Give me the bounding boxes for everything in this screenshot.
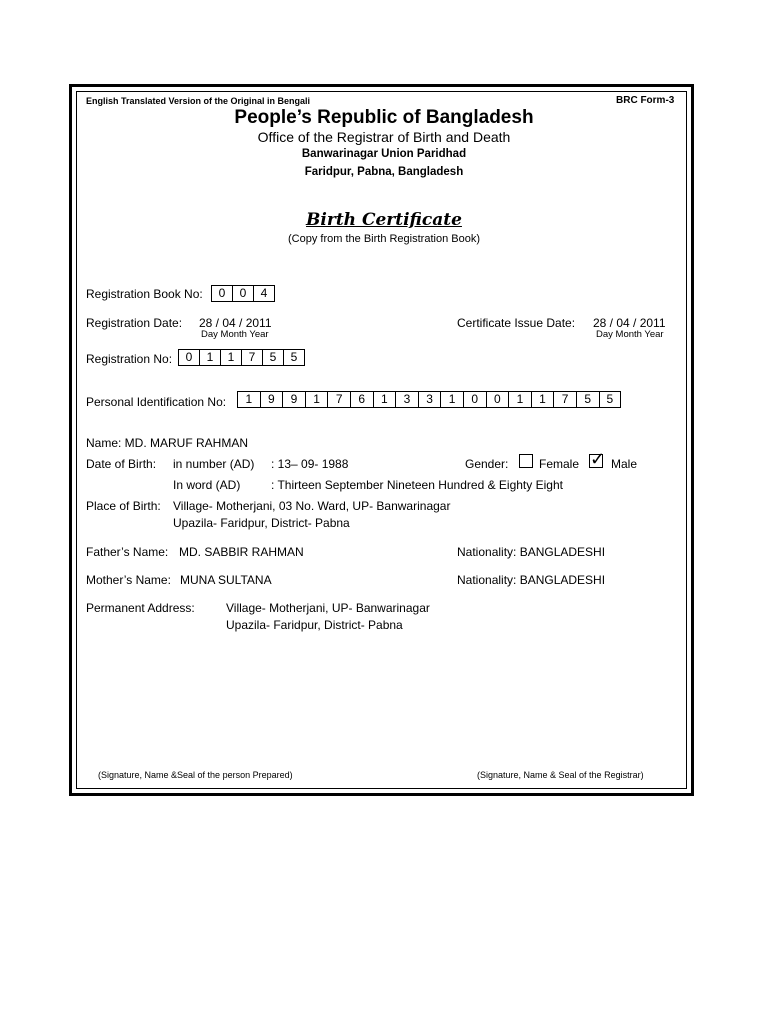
mother-label: Mother’s Name: [86,573,171,587]
mother-nationality: Nationality: BANGLADESHI [457,573,606,587]
digit-box: 1 [373,391,396,408]
personal-identification-number [237,391,621,408]
translation-note: English Translated Version of the Original in Bengali [86,96,311,106]
dob-number-value: : 13– 09- 1988 [271,457,349,471]
prepared-signature-caption: (Signature, Name &Seal of the person Prepared) [98,770,293,780]
digit-box: 1 [508,391,531,408]
digit-box: 7 [553,391,576,408]
address-label: Permanent Address: [86,601,195,615]
issue-date-value: 28 / 04 / 2011 [593,316,666,330]
male-label: Male [611,457,638,471]
name-line: Name: MD. MARUF RAHMAN [86,436,249,450]
form-code: BRC Form-3 [616,95,675,106]
digit-box: 0 [211,285,233,302]
address-line1: Village- Motherjani, UP- Banwarinagar [226,601,430,615]
digit-box: 1 [305,391,328,408]
dob-word-label: In word (AD) [173,478,241,492]
digit-box: 7 [241,349,263,366]
office-name: Office of the Registrar of Birth and Death [257,129,511,145]
registrar-signature-caption: (Signature, Name & Seal of the Registrar) [477,770,644,780]
digit-box: 0 [463,391,486,408]
office-location: Faridpur, Pabna, Bangladesh [304,166,464,178]
digit-box: 1 [440,391,463,408]
digit-box: 3 [418,391,441,408]
father-name: MD. SABBIR RAHMAN [179,545,304,559]
certificate-subtitle: (Copy from the Birth Registration Book) [288,233,480,245]
pob-label: Place of Birth: [86,499,161,513]
gender-label: Gender: [465,457,509,471]
registration-book-number [212,285,275,302]
registration-book-label: Registration Book No: [86,287,203,301]
registration-date-value: 28 / 04 / 2011 [199,316,272,330]
union-name: Banwarinagar Union Paridhad [301,148,467,160]
father-label: Father’s Name: [86,545,169,559]
registration-date-label: Registration Date: [86,316,183,330]
digit-box: 0 [486,391,509,408]
digit-box: 0 [178,349,200,366]
digit-box: 7 [327,391,350,408]
female-label: Female [539,457,580,471]
pob-line1: Village- Motherjani, 03 No. Ward, UP- Banwarinagar [173,499,451,513]
digit-box: 5 [283,349,305,366]
issue-date-hint: Day Month Year [596,329,664,340]
digit-box: 0 [232,285,254,302]
mother-name: MUNA SULTANA [180,573,272,587]
registration-date-hint: Day Month Year [201,329,269,340]
dob-label: Date of Birth: [86,457,157,471]
registration-number [179,349,305,366]
country-title: People’s Republic of Bangladesh [234,107,534,128]
digit-box: 5 [576,391,599,408]
checkmark-icon: ✓ [590,449,606,469]
digit-box: 1 [531,391,554,408]
digit-box: 3 [395,391,418,408]
dob-number-label: in number (AD) [173,457,255,471]
digit-box: 9 [282,391,305,408]
digit-box: 4 [253,285,275,302]
father-nationality: Nationality: BANGLADESHI [457,545,606,559]
registration-no-label: Registration No: [86,352,173,366]
pob-line2: Upazila- Faridpur, District- Pabna [173,516,350,530]
female-checkbox [519,454,533,468]
digit-box: 5 [262,349,284,366]
certificate-title: Birth Certificate [306,210,462,230]
digit-box: 9 [260,391,283,408]
digit-box: 1 [199,349,221,366]
issue-date-label: Certificate Issue Date: [457,316,576,330]
dob-word-value: : Thirteen September Nineteen Hundred & Eighty Eight [271,478,563,492]
address-line2: Upazila- Faridpur, District- Pabna [226,618,403,632]
digit-box: 5 [599,391,622,408]
digit-box: 1 [220,349,242,366]
digit-box: 1 [237,391,260,408]
pid-label: Personal Identification No: [86,395,227,409]
digit-box: 6 [350,391,373,408]
